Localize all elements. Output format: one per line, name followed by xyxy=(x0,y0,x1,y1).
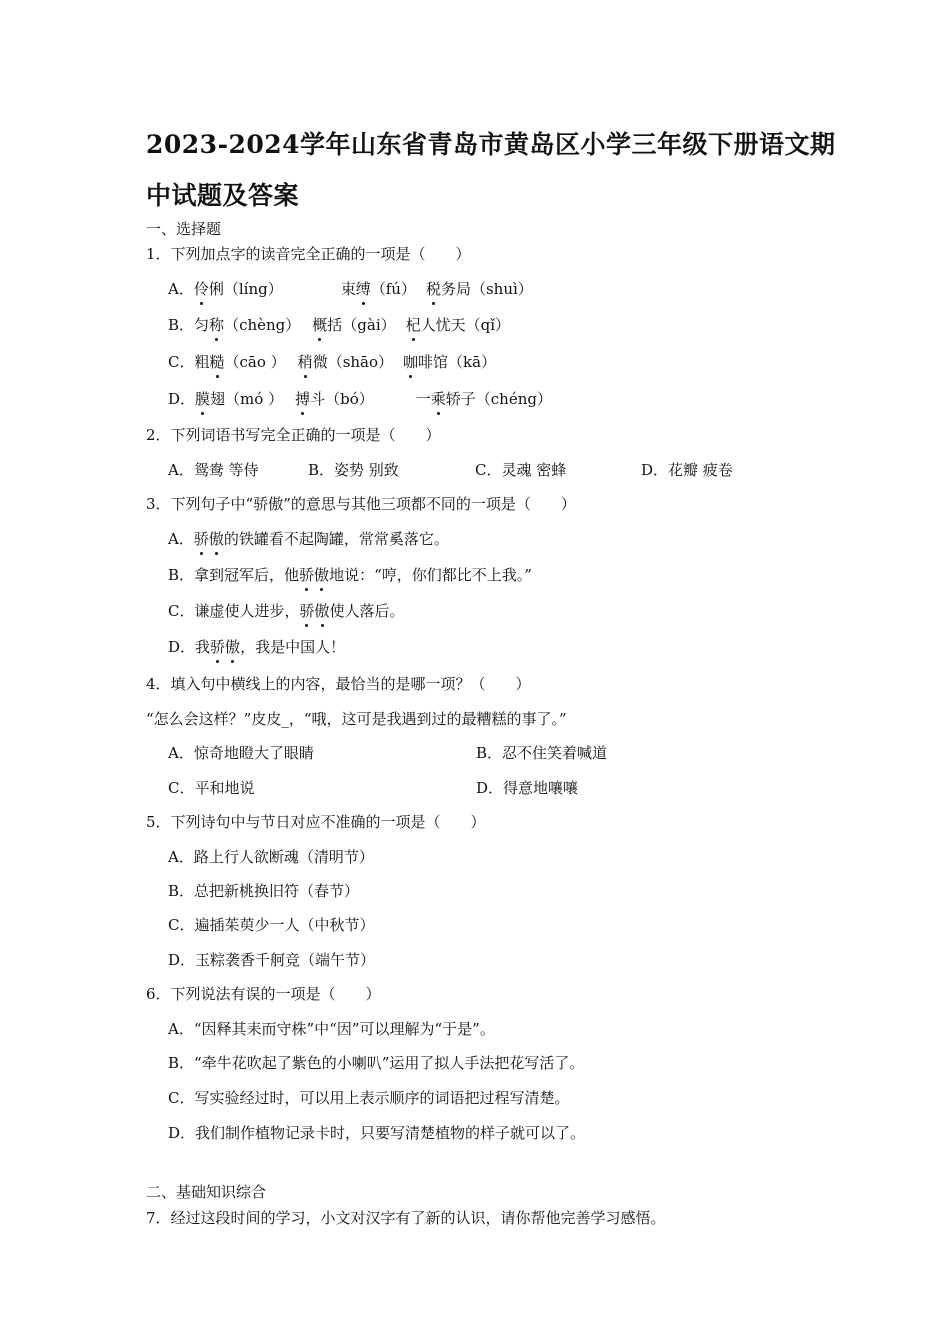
document-title-line-1: 2023-2024学年山东省青岛市黄岛区小学三年级下册语文期 xyxy=(146,130,836,159)
question-6-option-d: D．我们制作植物记录卡时，只要写清楚植物的样子就可以了。 xyxy=(168,1124,586,1142)
question-5-option-a: A．路上行人欲断魂（清明节） xyxy=(168,848,374,866)
question-1-option-b: B．匀称（chèng） 概括（gài） 杞人忧天（qǐ） xyxy=(168,316,511,334)
question-2-option-b: B．姿势 别致 xyxy=(308,461,399,479)
question-2-stem: 2．下列词语书写完全正确的一项是（ ） xyxy=(146,426,441,444)
section-heading-choice: 一、选择题 xyxy=(146,220,222,238)
question-5-option-b: B．总把新桃换旧符（春节） xyxy=(168,882,360,900)
question-6-stem: 6．下列说法有误的一项是（ ） xyxy=(146,985,381,1003)
question-3-option-b: B．拿到冠军后，他骄傲地说：“哼，你们都比不上我。” xyxy=(168,566,532,584)
question-3-option-a: A．骄傲的铁罐看不起陶罐，常常奚落它。 xyxy=(168,530,449,548)
question-3-stem: 3．下列句子中“骄傲”的意思与其他三项都不同的一项是（ ） xyxy=(146,495,576,513)
question-5-option-d: D．玉粽袭香千舸竞（端午节） xyxy=(168,951,376,969)
question-3-option-d: D．我骄傲，我是中国人！ xyxy=(168,638,346,656)
question-1-stem: 1．下列加点字的读音完全正确的一项是（ ） xyxy=(146,245,471,263)
question-4-option-c: C．平和地说 xyxy=(168,779,255,797)
question-6-option-b: B．“牵牛花吹起了紫色的小喇叭”运用了拟人手法把花写活了。 xyxy=(168,1054,585,1072)
question-5-stem: 5．下列诗句中与节日对应不准确的一项是（ ） xyxy=(146,813,486,831)
question-2-option-d: D．花瓣 疲卷 xyxy=(641,461,733,479)
question-7-stem: 7．经过这段时间的学习，小文对汉字有了新的认识，请你帮他完善学习感悟。 xyxy=(146,1209,666,1227)
question-4-option-b: B．忍不住笑着喊道 xyxy=(476,744,608,762)
question-6-option-a: A．“因释其耒而守株”中“因”可以理解为“于是”。 xyxy=(168,1020,495,1038)
question-3-option-c: C．谦虚使人进步，骄傲使人落后。 xyxy=(168,602,405,620)
question-4-sentence: “怎么会这样？”皮皮_，“哦，这可是我遇到过的最糟糕的事了。” xyxy=(146,710,567,728)
question-6-option-c: C．写实验经过时，可以用上表示顺序的词语把过程写清楚。 xyxy=(168,1089,570,1107)
question-4-option-a: A．惊奇地瞪大了眼睛 xyxy=(168,744,314,762)
question-4-option-d: D．得意地嚷嚷 xyxy=(476,779,579,797)
section-heading-basic-knowledge: 二、基础知识综合 xyxy=(146,1183,267,1201)
question-1-option-a: A．伶俐（líng） 束缚（fú） 税务局（shuì） xyxy=(168,280,533,298)
question-1-option-d: D．膜翅（mó ） 搏斗（bó） 一乘轿子（chéng） xyxy=(168,390,552,408)
document-title-line-2: 中试题及答案 xyxy=(146,181,300,210)
question-4-stem: 4．填入句中横线上的内容，最恰当的是哪一项？（ ） xyxy=(146,675,531,693)
question-2-option-a: A．鸳鸯 等侍 xyxy=(168,461,259,479)
question-5-option-c: C．遍插茱萸少一人（中秋节） xyxy=(168,916,375,934)
question-2-option-c: C．灵魂 密蜂 xyxy=(475,461,567,479)
question-1-option-c: C．粗糙（cāo ） 稍微（shāo） 咖啡馆（kā） xyxy=(168,353,497,371)
